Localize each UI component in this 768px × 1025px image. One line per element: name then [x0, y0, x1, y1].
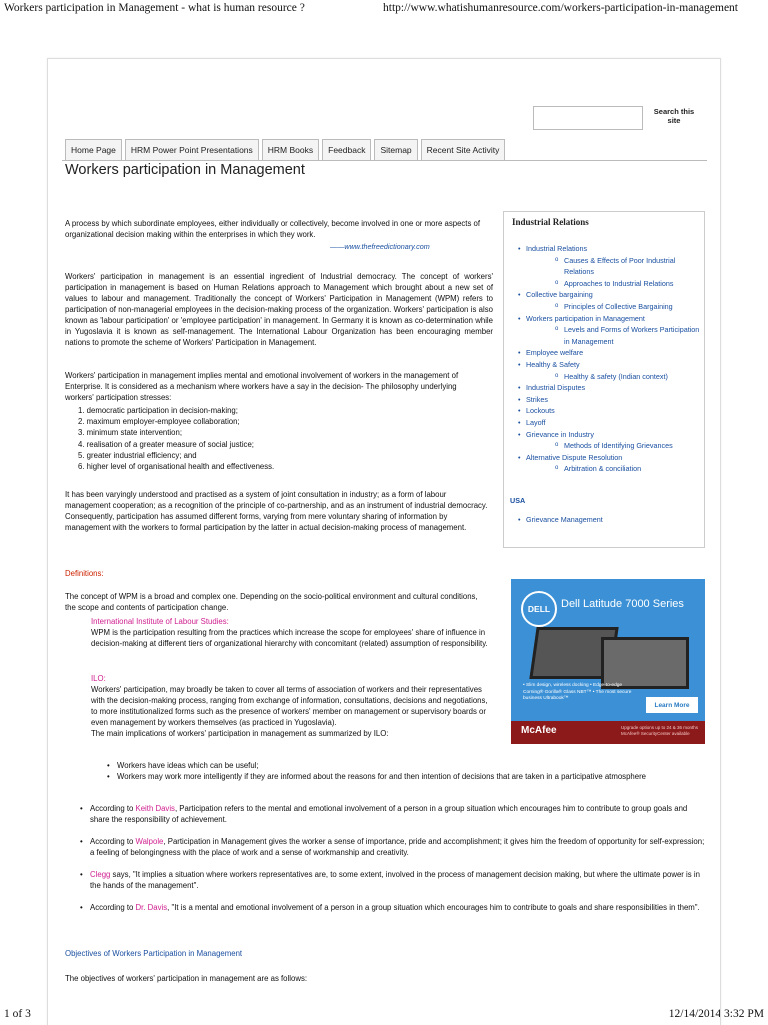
views-list [80, 803, 706, 913]
paragraph-4: The concept of WPM is a broad and complex one. Depending on the socio-political environment and cultural conditions, the scope and contents of participation change. [65, 591, 478, 612]
paragraph-1: Workers' participation in management is an essential ingredient of Industrial democracy. The concept of workers' participation in management is based on Human Relations approach to Management which brought about a new set of values to labour and management. Traditionally the concept of Workers' Participation in Management (WPM) refers to participation of non-managerial employees in the decision-making process of the organization. Workers' participation is also known as 'labour participation' or 'employee participation' in management. In Germany it is known as co-determination while in Yugoslavia it is known as self-management. The International Labour Organization has been encouraging member nations to promote the scheme of Workers' Participation in Management. [65, 271, 493, 347]
sidebar-item[interactable]: o Healthy & safety (Indian context) [510, 371, 702, 383]
page-number: 1 of 3 [4, 1008, 31, 1020]
paragraph-3: It has been varyingly understood and practised as a system of joint consultation in industry; as a form of labour management cooperation; as a recognition of the principle of co-partnership, and as an instrument of industrial democracy. Consequently, participation has assumed different forms, varying from mere voluntary sharing of information by management with the workers to formal participation by the latter in actual decision-making process of management. [65, 489, 488, 532]
view-text: says, "It implies a situation where workers representatives are, to some extent, involved in the process of management decision making, but where the ultimate power is in the hands of the management". [90, 870, 700, 890]
dell-advertisement[interactable] [511, 579, 705, 744]
sidebar-item[interactable]: o Arbitration & conciliation [510, 463, 702, 475]
tab-hrm-books[interactable]: HRM Books [262, 139, 319, 160]
tab-hrm-presentations[interactable]: HRM Power Point Presentations [125, 139, 259, 160]
sidebar-item[interactable]: • Grievance in Industry [510, 429, 702, 441]
ilo-heading: ILO: [91, 674, 106, 683]
sidebar-item[interactable]: • Healthy & Safety [510, 359, 702, 371]
ilo-studies-text: WPM is the participation resulting from the practices which increase the scope for employees' share of influence in decision-making at different tiers of organizational hierarchy with concomitant (related) assumption of responsibility. [91, 628, 488, 648]
search-input[interactable] [533, 106, 643, 130]
list-item: 2. maximum employer-employee collaboration; [78, 417, 240, 427]
view-dr-davis [80, 902, 706, 913]
sidebar-item[interactable]: • Industrial Disputes [510, 382, 702, 394]
ilo-bullets [107, 760, 707, 782]
view-prefix: According to [90, 903, 136, 912]
stresses-list [78, 405, 274, 472]
view-keith-davis [80, 803, 706, 825]
view-walpole [80, 836, 706, 858]
sidebar-item[interactable]: • Employee welfare [510, 347, 702, 359]
sidebar-item[interactable]: o Approaches to Industrial Relations [510, 278, 702, 290]
sidebar-usa-label: USA [510, 496, 526, 505]
ilo-implications: The main implications of workers' participation in management as summarized by ILO: [91, 729, 389, 738]
learn-more-button[interactable]: Learn More [646, 697, 698, 713]
definition-source[interactable]: ——www.thefreedictionary.com [330, 242, 430, 251]
sidebar-item[interactable]: • Workers participation in Management [510, 313, 702, 325]
page-title: Workers participation in Management [65, 162, 305, 178]
sidebar-item[interactable]: o Principles of Collective Bargaining [510, 301, 702, 313]
view-text: , "It is a mental and emotional involvement of a person in a group situation which encourages him to contribute to goals and share responsibilities in them". [167, 903, 700, 912]
tab-sitemap[interactable]: Sitemap [374, 139, 417, 160]
sidebar-item[interactable]: o Levels and Forms of Workers Participation in Management [510, 324, 702, 347]
tab-feedback[interactable]: Feedback [322, 139, 371, 160]
ilo-studies-heading: International Institute of Labour Studies: [91, 617, 229, 626]
view-text: , Participation in Management gives the worker a sense of importance, pride and accomplishment; it gives him the freedom of opportunity for self-expression; a feeling of belongingness with the place of work and a sense of workmanship and creativity. [90, 837, 705, 857]
sidebar-nav [510, 243, 702, 475]
print-title: Workers participation in Management - what is human resource ? [4, 2, 305, 14]
list-item: • Workers may work more intelligently if they are informed about the reasons for and then intention of decisions that are taken in a participative atmosphere [107, 771, 707, 782]
tab-home[interactable]: Home Page [65, 139, 122, 160]
list-item: 4. realisation of a greater measure of social justice; [78, 439, 254, 449]
list-item: 5. greater industrial efficiency; and [78, 450, 197, 460]
view-text: , Participation refers to the mental and emotional involvement of a person in a group situation which encourages him to contribute to group goals and share the responsibility of achievement. [90, 804, 688, 824]
ilo-text: Workers' participation, may broadly be taken to cover all terms of association of workers and their representatives with the decision-making process, ranging from exchange of information, consultations, decisions and negotiations, to more institutionalized forms such as the presence of workers' member on management or supervisory boards or even management by workers themselves (as practiced in Yugoslavia). [91, 685, 488, 727]
tab-recent-activity[interactable]: Recent Site Activity [421, 139, 506, 160]
view-prefix: According to [90, 837, 136, 846]
ad-partner-note: Upgrade options up to 24 & 36 months McAfee® SecurityCenter available [621, 725, 699, 736]
sidebar-item[interactable]: • Layoff [510, 417, 702, 429]
ad-headline: Dell Latitude 7000 Series [561, 598, 684, 610]
sidebar-item[interactable]: • Industrial Relations [510, 243, 702, 255]
print-date: 12/14/2014 3:32 PM [668, 1008, 764, 1020]
definitions-heading: Definitions: [65, 568, 104, 578]
dell-logo: DELL [521, 591, 557, 627]
sidebar-item[interactable]: o Causes & Effects of Poor Industrial Relations [510, 255, 702, 278]
laptop-image [601, 637, 689, 689]
mcafee-logo: McAfee [521, 725, 557, 736]
ilo-block [91, 673, 496, 739]
sidebar-item[interactable]: • Alternative Dispute Resolution [510, 452, 702, 464]
objectives-heading: Objectives of Workers Participation in Management [65, 948, 243, 958]
author-keith-davis[interactable]: Keith Davis [135, 804, 175, 813]
list-item: • Workers have ideas which can be useful; [107, 760, 707, 771]
sidebar-item[interactable]: • Collective bargaining [510, 289, 702, 301]
view-clegg [80, 869, 706, 891]
print-url[interactable]: http://www.whatishumanresource.com/workers-participation-in-management [383, 2, 739, 14]
sidebar-item-grievance-management[interactable]: • Grievance Management [510, 515, 603, 524]
view-prefix: According to [90, 804, 136, 813]
intro-definition: A process by which subordinate employees, either individually or collectively, become involved in one or more aspects of organizational decision making within the enterprises in which they work. [65, 218, 481, 239]
sidebar-item[interactable]: o Methods of Identifying Grievances [510, 440, 702, 452]
ad-features: • Slim design, wireless docking • Edge-to-edge Corning® Gorilla® Glass NBT™ • The most secure business Ultrabook™ [523, 683, 632, 701]
sidebar-title: Industrial Relations [512, 217, 589, 227]
sidebar-item[interactable]: • Lockouts [510, 405, 702, 417]
tab-divider [62, 160, 707, 161]
print-header [0, 2, 768, 18]
list-item: 6. higher level of organisational health and effectiveness. [78, 462, 275, 472]
sidebar-industrial-relations [503, 211, 705, 548]
nav-tabs [65, 139, 508, 160]
list-item: 1. democratic participation in decision-making; [78, 406, 238, 415]
sidebar-item[interactable]: • Strikes [510, 394, 702, 406]
author-walpole[interactable]: Walpole [135, 837, 164, 846]
ilo-studies-block [91, 616, 496, 649]
list-item: 3. minimum state intervention; [78, 428, 183, 438]
author-clegg[interactable]: Clegg [90, 870, 111, 879]
search-button[interactable]: Search this site [643, 106, 705, 126]
paragraph-2: Workers' participation in management implies mental and emotional involvement of workers in the management of Enterprise. It is considered as a mechanism where workers have a say in the decision- The philosophy underlying workers' participation stresses: [65, 370, 459, 402]
author-dr-davis[interactable]: Dr. Davis [135, 903, 168, 912]
objectives-intro: The objectives of workers' participation in management are as follows: [65, 973, 308, 983]
